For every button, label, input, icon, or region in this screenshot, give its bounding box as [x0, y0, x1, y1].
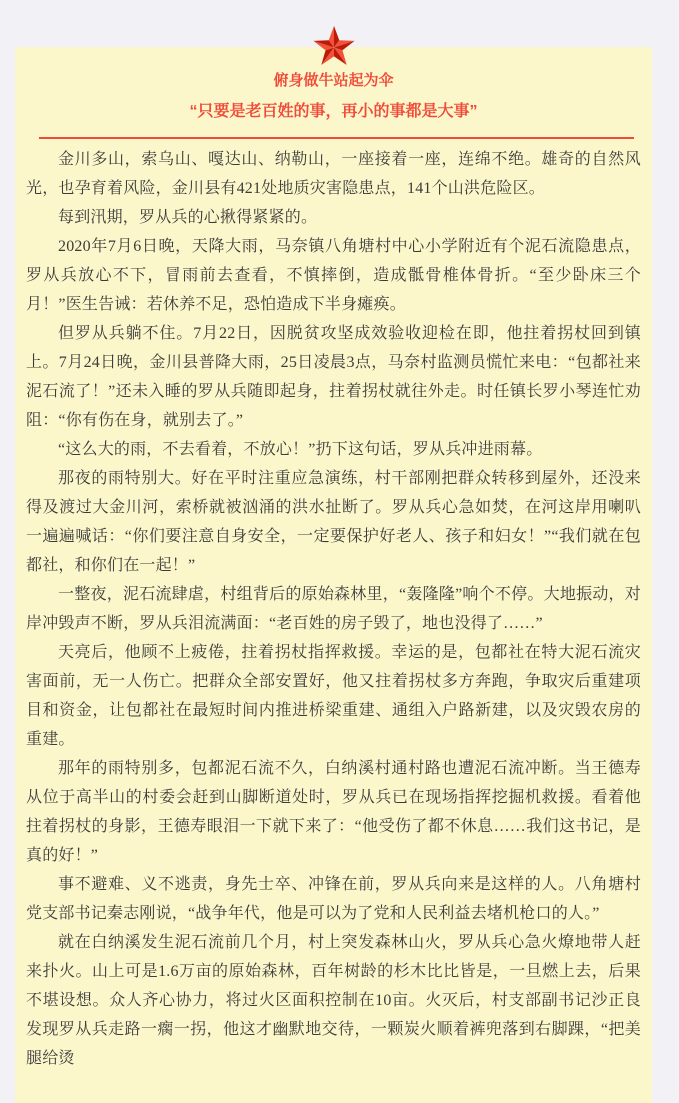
article-paragraph: 事不避难、义不逃责，身先士卒、冲锋在前，罗从兵向来是这样的人。八角塘村党支部书记秦志刚说，“战争年代，他是可以为了党和人民利益去堵机枪口的人。”	[26, 876, 641, 922]
article-paragraph: 那夜的雨特别大。好在平时注重应急演练，村干部刚把群众转移到屋外，还没来得及渡过大金川河，索桥就被汹涌的洪水扯断了。罗从兵心急如焚，在河这岸用喇叭一遍遍喊话：“你们要注意自身安全，一定要保护好老人、孩子和妇女！”“我们就在包都社，和你们在一起！”	[26, 470, 641, 574]
article-paragraph: 2020年7月6日晚，天降大雨，马奈镇八角塘村中心小学附近有个泥石流隐患点，罗从兵放心不下，冒雨前去查看，不慎摔倒，造成骶骨椎体骨折。“至少卧床三个月！”医生告诫：若休养不足，恐怕造成下半身瘫痪。	[26, 238, 641, 313]
page-title: 俯身做牛站起为伞	[273, 72, 394, 89]
article-card	[15, 47, 652, 1103]
red-star-icon	[310, 24, 357, 71]
article-paragraph: 但罗从兵躺不住。7月22日，因脱贫攻坚成效验收迎检在即，他拄着拐杖回到镇上。7月24日晚，金川县普降大雨，25日凌晨3点，马奈村监测员慌忙来电：“包都社来泥石流了！”还未入睡的罗从兵随即起身，拄着拐杖就往外走。时任镇长罗小琴连忙劝阻：“你有伤在身，就别去了。”	[26, 325, 641, 429]
article-paragraph: 天亮后，他顾不上疲倦，拄着拐杖指挥救援。幸运的是，包都社在特大泥石流灾害面前，无一人伤亡。把群众全部安置好，他又拄着拐杖多方奔跑，争取灾后重建项目和资金，让包都社在最短时间内推进桥梁重建、通组入户路新建，以及灾毁农房的重建。	[26, 644, 641, 748]
title-divider	[39, 137, 634, 139]
page-background	[0, 47, 679, 1067]
article-paragraph: “这么大的雨，不去看着，不放心！”扔下这句话，罗从兵冲进雨幕。	[58, 441, 543, 458]
article-paragraph: 一整夜，泥石流肆虐，村组背后的原始森林里，“轰隆隆”响个不停。大地振动，对岸冲毁声不断，罗从兵泪流满面：“老百姓的房子毁了，地也没得了……”	[26, 586, 641, 632]
article-paragraph: 就在白纳溪发生泥石流前几个月，村上突发森林山火，罗从兵心急火燎地带人赶来扑火。山上可是1.6万亩的原始森林，百年树龄的杉木比比皆是，一旦燃上去，后果不堪设想。众人齐心协力，将过火区面积控制在10亩。火灭后，村支部副书记沙正良发现罗从兵走路一瘸一拐，他这才幽默地交待，一颗炭火顺着裤兜落到右脚踝，“把美腿给烫	[26, 934, 641, 1067]
article-paragraph: 那年的雨特别多，包都泥石流不久，白纳溪村通村路也遭泥石流冲断。当王德寿从位于高半山的村委会赶到山脚断道处时，罗从兵已在现场指挥挖掘机救援。看着他拄着拐杖的身影，王德寿眼泪一下就下来了：“他受伤了都不休息……我们这书记，是真的好！”	[26, 760, 641, 864]
article-paragraph: 金川多山，索乌山、嘎达山、纳勒山，一座接着一座，连绵不绝。雄奇的自然风光，也孕育着风险，金川县有421处地质灾害隐患点，141个山洪危险区。	[26, 151, 641, 197]
article-body	[26, 145, 641, 1073]
article-paragraph: 每到汛期，罗从兵的心揪得紧紧的。	[58, 209, 318, 226]
page-subtitle: “只要是老百姓的事，再小的事都是大事”	[189, 103, 478, 120]
